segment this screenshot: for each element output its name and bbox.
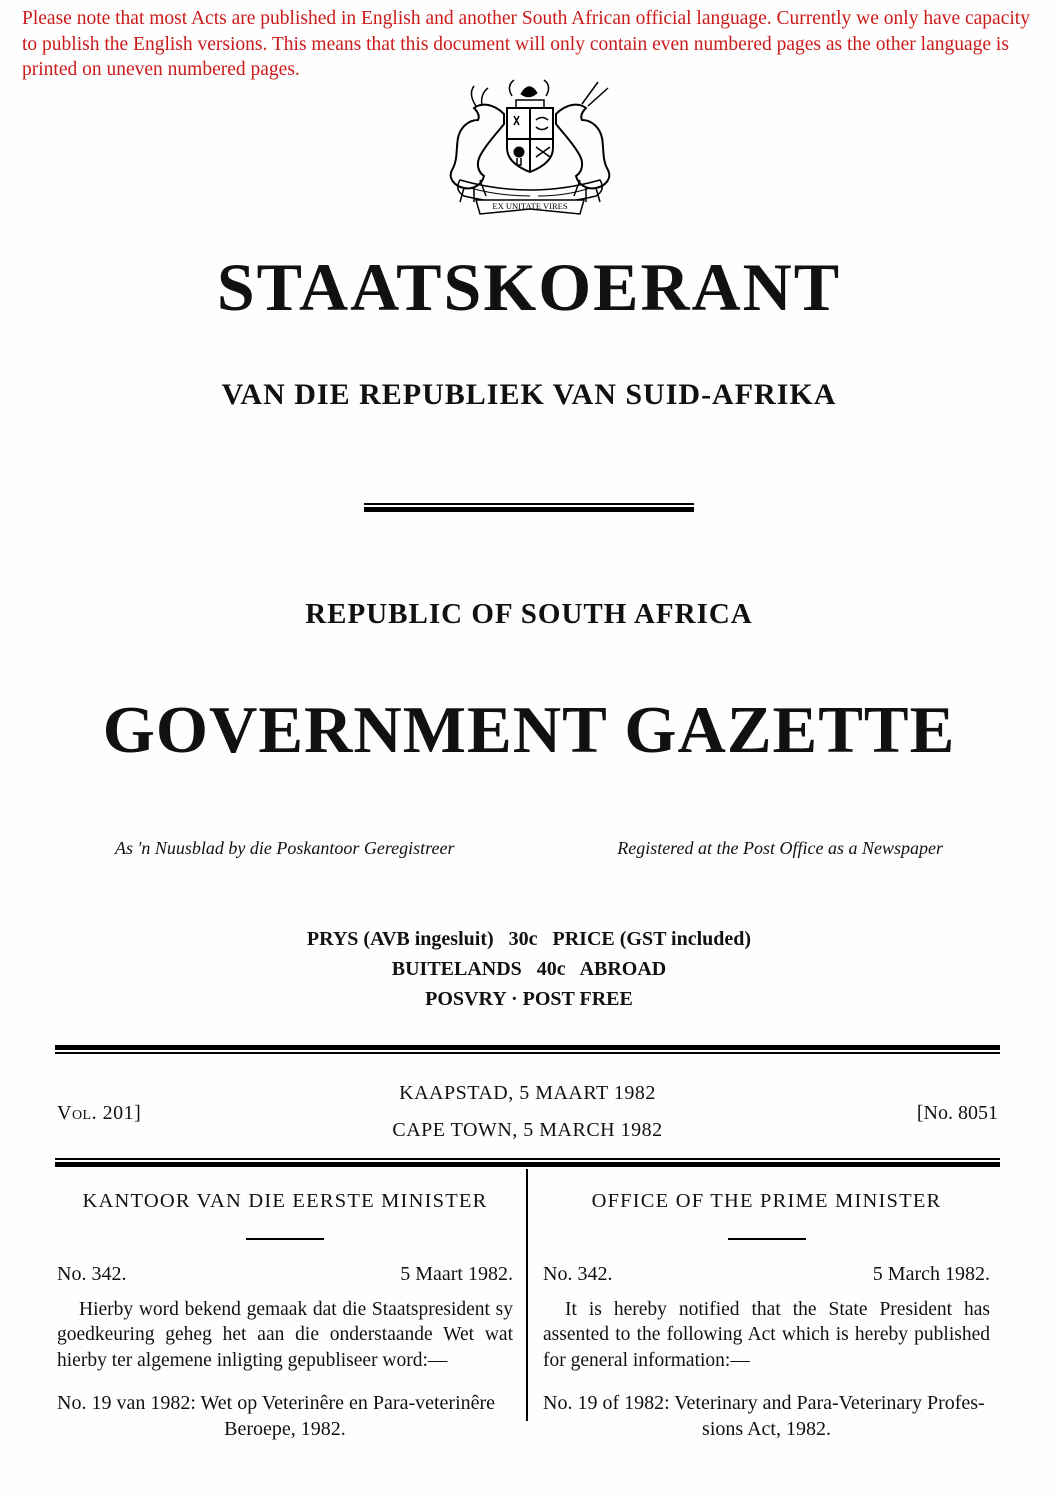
issue-dates [57,1078,998,1142]
act-citation-line2: sions Act, 1982. [702,1418,831,1441]
act-citation-afrikaans [57,1390,513,1442]
language-disclaimer: Please note that most Acts are published in English and another South African official language. Currently we only have capacity to publish the English versions. This means that this document will only contain even numbered pages as the other language is printed on uneven numbered pages. [22,8,1030,81]
notice-meta-row [543,1263,990,1286]
notice-date: 5 Maart 1982. [400,1263,513,1285]
notice-date: 5 March 1982. [872,1263,990,1285]
office-header-english: OFFICE OF THE PRIME MINISTER [591,1190,942,1212]
price-block [0,924,1058,1014]
masthead-bottom-rule [55,1158,1000,1167]
price-line-1: PRYS (AVB ingesluit) 30c PRICE (GST included) [306,928,752,950]
act-citation-line1: No. 19 van 1982: Wet op Veterinêre en Para-veterinêre [57,1392,496,1415]
price-line-2: BUITELANDS 40c ABROAD [391,958,667,980]
issue-number: [No. 8051 [916,1102,998,1124]
act-citation-line2: Beroepe, 1982. [224,1418,346,1441]
office-header-afrikaans: KANTOOR VAN DIE EERSTE MINISTER [82,1190,488,1212]
postal-registration-row [115,838,943,859]
notice-body-afrikaans: Hierby word bekend gemaak dat die Staatspresident sy goedkeuring geheg het aan die onderstaande Wet wat hierby ter algemene inligting gepubliseer word:— [57,1299,513,1371]
notice-body-english: It is hereby notified that the State President has assented to the following Act which is hereby published for general information:— [543,1299,990,1371]
afrikaans-title: STAATSKOERANT [216,249,842,325]
issue-date-english: CAPE TOWN, 5 MARCH 1982 [392,1119,663,1141]
price-line-3: POSVRY · POST FREE [425,988,633,1010]
notice-number: No. 342. [543,1263,613,1285]
issue-date-afrikaans: KAAPSTAD, 5 MAART 1982 [399,1082,656,1104]
motto-text: EX UNITATE VIRES [492,201,568,211]
coat-of-arms-icon [424,72,634,223]
registered-afrikaans: As 'n Nuusblad by die Poskantoor Geregistreer [115,838,455,858]
registered-english: Registered at the Post Office as a Newspaper [617,838,943,858]
notice-meta-row [57,1263,513,1286]
header-rule [728,1238,806,1240]
notice-number: No. 342. [57,1263,127,1285]
act-citation-line1: No. 19 of 1982: Veterinary and Para-Veterinary Profes- [543,1392,985,1415]
masthead-top-rule [55,1045,1000,1054]
english-country-title: REPUBLIC OF SOUTH AFRICA [305,598,753,630]
section-divider-rule [364,503,694,512]
header-rule [246,1238,324,1240]
english-title: GOVERNMENT GAZETTE [102,693,956,767]
notice-columns [57,1169,990,1441]
act-citation-english [543,1390,990,1442]
afrikaans-subtitle: VAN DIE REPUBLIEK VAN SUID-AFRIKA [221,378,837,411]
issue-info-row [57,1078,998,1154]
volume-label: Vol. 201] [57,1102,142,1124]
english-column [528,1169,990,1441]
afrikaans-column [57,1169,528,1441]
